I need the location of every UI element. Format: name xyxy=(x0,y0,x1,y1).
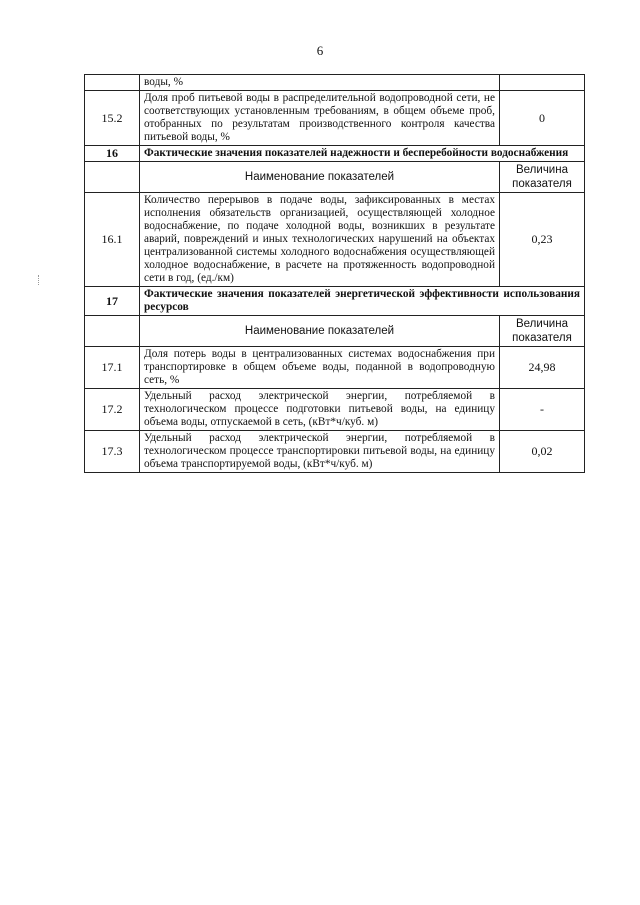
row-number: 17.2 xyxy=(85,389,140,431)
section-title: Фактические значения показателей энергетической эффективности использования ресурсов xyxy=(140,287,585,316)
row-text: Количество перерывов в подаче воды, зафиксированных в местах исполнения обязательств организацией, осуществляющей холодное водоснабжение, по подаче холодной воды, возникших в результате аварий, повреждений и иных технологических нарушений на объектах централизованной системы холодного водоснабжения осуществляющей холодное водоснабжение, в расчете на протяженность водопроводной сети в год, (ед./км) xyxy=(140,193,500,287)
header-empty-cell xyxy=(85,316,140,347)
row-number: 17.1 xyxy=(85,347,140,389)
indicators-table xyxy=(84,74,585,473)
row-number xyxy=(85,75,140,91)
row-text: воды, % xyxy=(140,75,500,91)
row-text: Доля проб питьевой воды в распределительной водопроводной сети, не соответствующих установленным требованиям, в общем объеме проб, отобранных по результатам производственного контроля качества питьевой воды, % xyxy=(140,91,500,146)
table-row-17-3 xyxy=(85,431,585,473)
section-number: 16 xyxy=(85,146,140,162)
section-row-17 xyxy=(85,287,585,316)
section-row-16 xyxy=(85,146,585,162)
row-value: 24,98 xyxy=(500,347,585,389)
row-value: 0 xyxy=(500,91,585,146)
header-row-17 xyxy=(85,316,585,347)
header-value: Величина показателя xyxy=(500,162,585,193)
row-number: 15.2 xyxy=(85,91,140,146)
page-number: 6 xyxy=(316,43,324,58)
table-row-15-2 xyxy=(85,91,585,146)
section-number: 17 xyxy=(85,287,140,316)
row-number: 16.1 xyxy=(85,193,140,287)
header-empty-cell xyxy=(85,162,140,193)
table-row-17-1 xyxy=(85,347,585,389)
header-name: Наименование показателей xyxy=(140,316,500,347)
row-text: Доля потерь воды в централизованных системах водоснабжения при транспортировке в общем объеме воды, поданной в водопроводную сеть, % xyxy=(140,347,500,389)
header-name: Наименование показателей xyxy=(140,162,500,193)
row-value: 0,23 xyxy=(500,193,585,287)
row-value: - xyxy=(500,389,585,431)
row-number: 17.3 xyxy=(85,431,140,473)
table-row-continuation xyxy=(85,75,585,91)
row-value xyxy=(500,75,585,91)
row-text: Удельный расход электрической энергии, потребляемой в технологическом процессе подготовки питьевой воды, на единицу объема воды, отпускаемой в сеть, (кВт*ч/куб. м) xyxy=(140,389,500,431)
header-value: Величина показателя xyxy=(500,316,585,347)
header-row-16 xyxy=(85,162,585,193)
table-row-17-2 xyxy=(85,389,585,431)
section-title: Фактические значения показателей надежности и бесперебойности водоснабжения xyxy=(140,146,585,162)
table-row-16-1 xyxy=(85,193,585,287)
row-text: Удельный расход электрической энергии, потребляемой в технологическом процессе транспортировки питьевой воды, на единицу объема транспортируемой воды, (кВт*ч/куб. м) xyxy=(140,431,500,473)
margin-mark xyxy=(38,275,40,285)
row-value: 0,02 xyxy=(500,431,585,473)
